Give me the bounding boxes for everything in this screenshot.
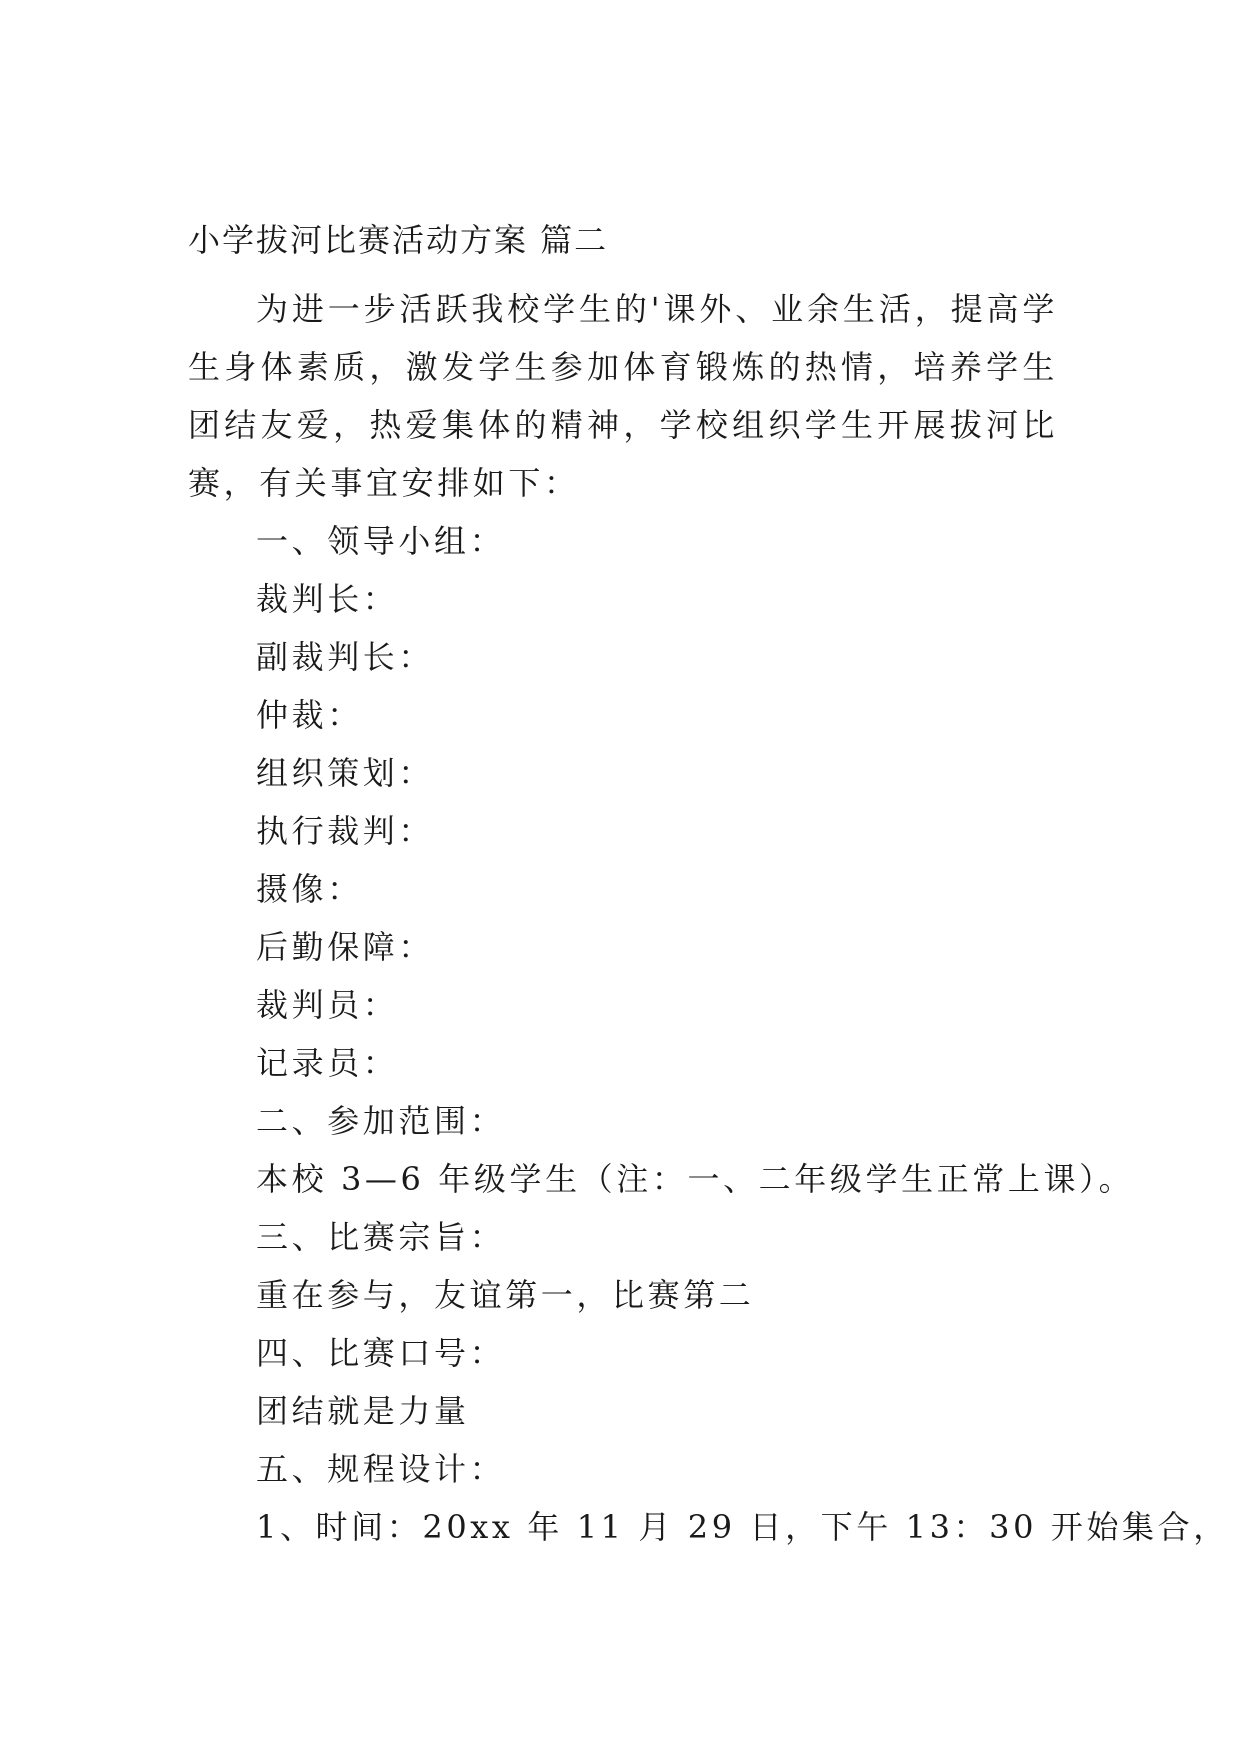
role-arbitration: 仲裁： <box>256 696 363 734</box>
section-heading-scope: 二、参加范围： <box>256 1102 506 1140</box>
section-heading-slogan: 四、比赛口号： <box>256 1334 506 1372</box>
section-heading-leadership: 一、领导小组： <box>256 522 506 560</box>
purpose-text: 重在参与，友谊第一，比赛第二 <box>256 1276 755 1314</box>
role-recorders: 记录员： <box>256 1044 399 1082</box>
role-executive-referee: 执行裁判： <box>256 812 435 850</box>
scope-text: 本校 3—6 年级学生（注：一、二年级学生正常上课）。 <box>256 1160 1135 1198</box>
role-camera: 摄像： <box>256 870 363 908</box>
role-organization-planning: 组织策划： <box>256 754 435 792</box>
role-logistics: 后勤保障： <box>256 928 435 966</box>
section-heading-rules: 五、规程设计： <box>256 1450 506 1488</box>
section-heading-purpose: 三、比赛宗旨： <box>256 1218 506 1256</box>
intro-paragraph: 为进一步活跃我校学生的'课外、业余生活，提高学生身体素质，激发学生参加体育锻炼的热情，培养学生团结友爱，热爱集体的精神，学校组织学生开展拔河比赛，有关事宜安排如下： <box>188 290 1058 502</box>
slogan-text: 团结就是力量 <box>256 1392 470 1430</box>
document-title: 小学拔河比赛活动方案 篇二 <box>188 221 609 259</box>
role-chief-referee: 裁判长： <box>256 580 399 618</box>
role-deputy-chief-referee: 副裁判长： <box>256 638 435 676</box>
role-referees: 裁判员： <box>256 986 399 1024</box>
rules-time-text: 1、时间：20xx 年 11 月 29 日，下午 13：30 开始集合， <box>256 1508 1229 1546</box>
document-lines <box>256 512 1229 1556</box>
